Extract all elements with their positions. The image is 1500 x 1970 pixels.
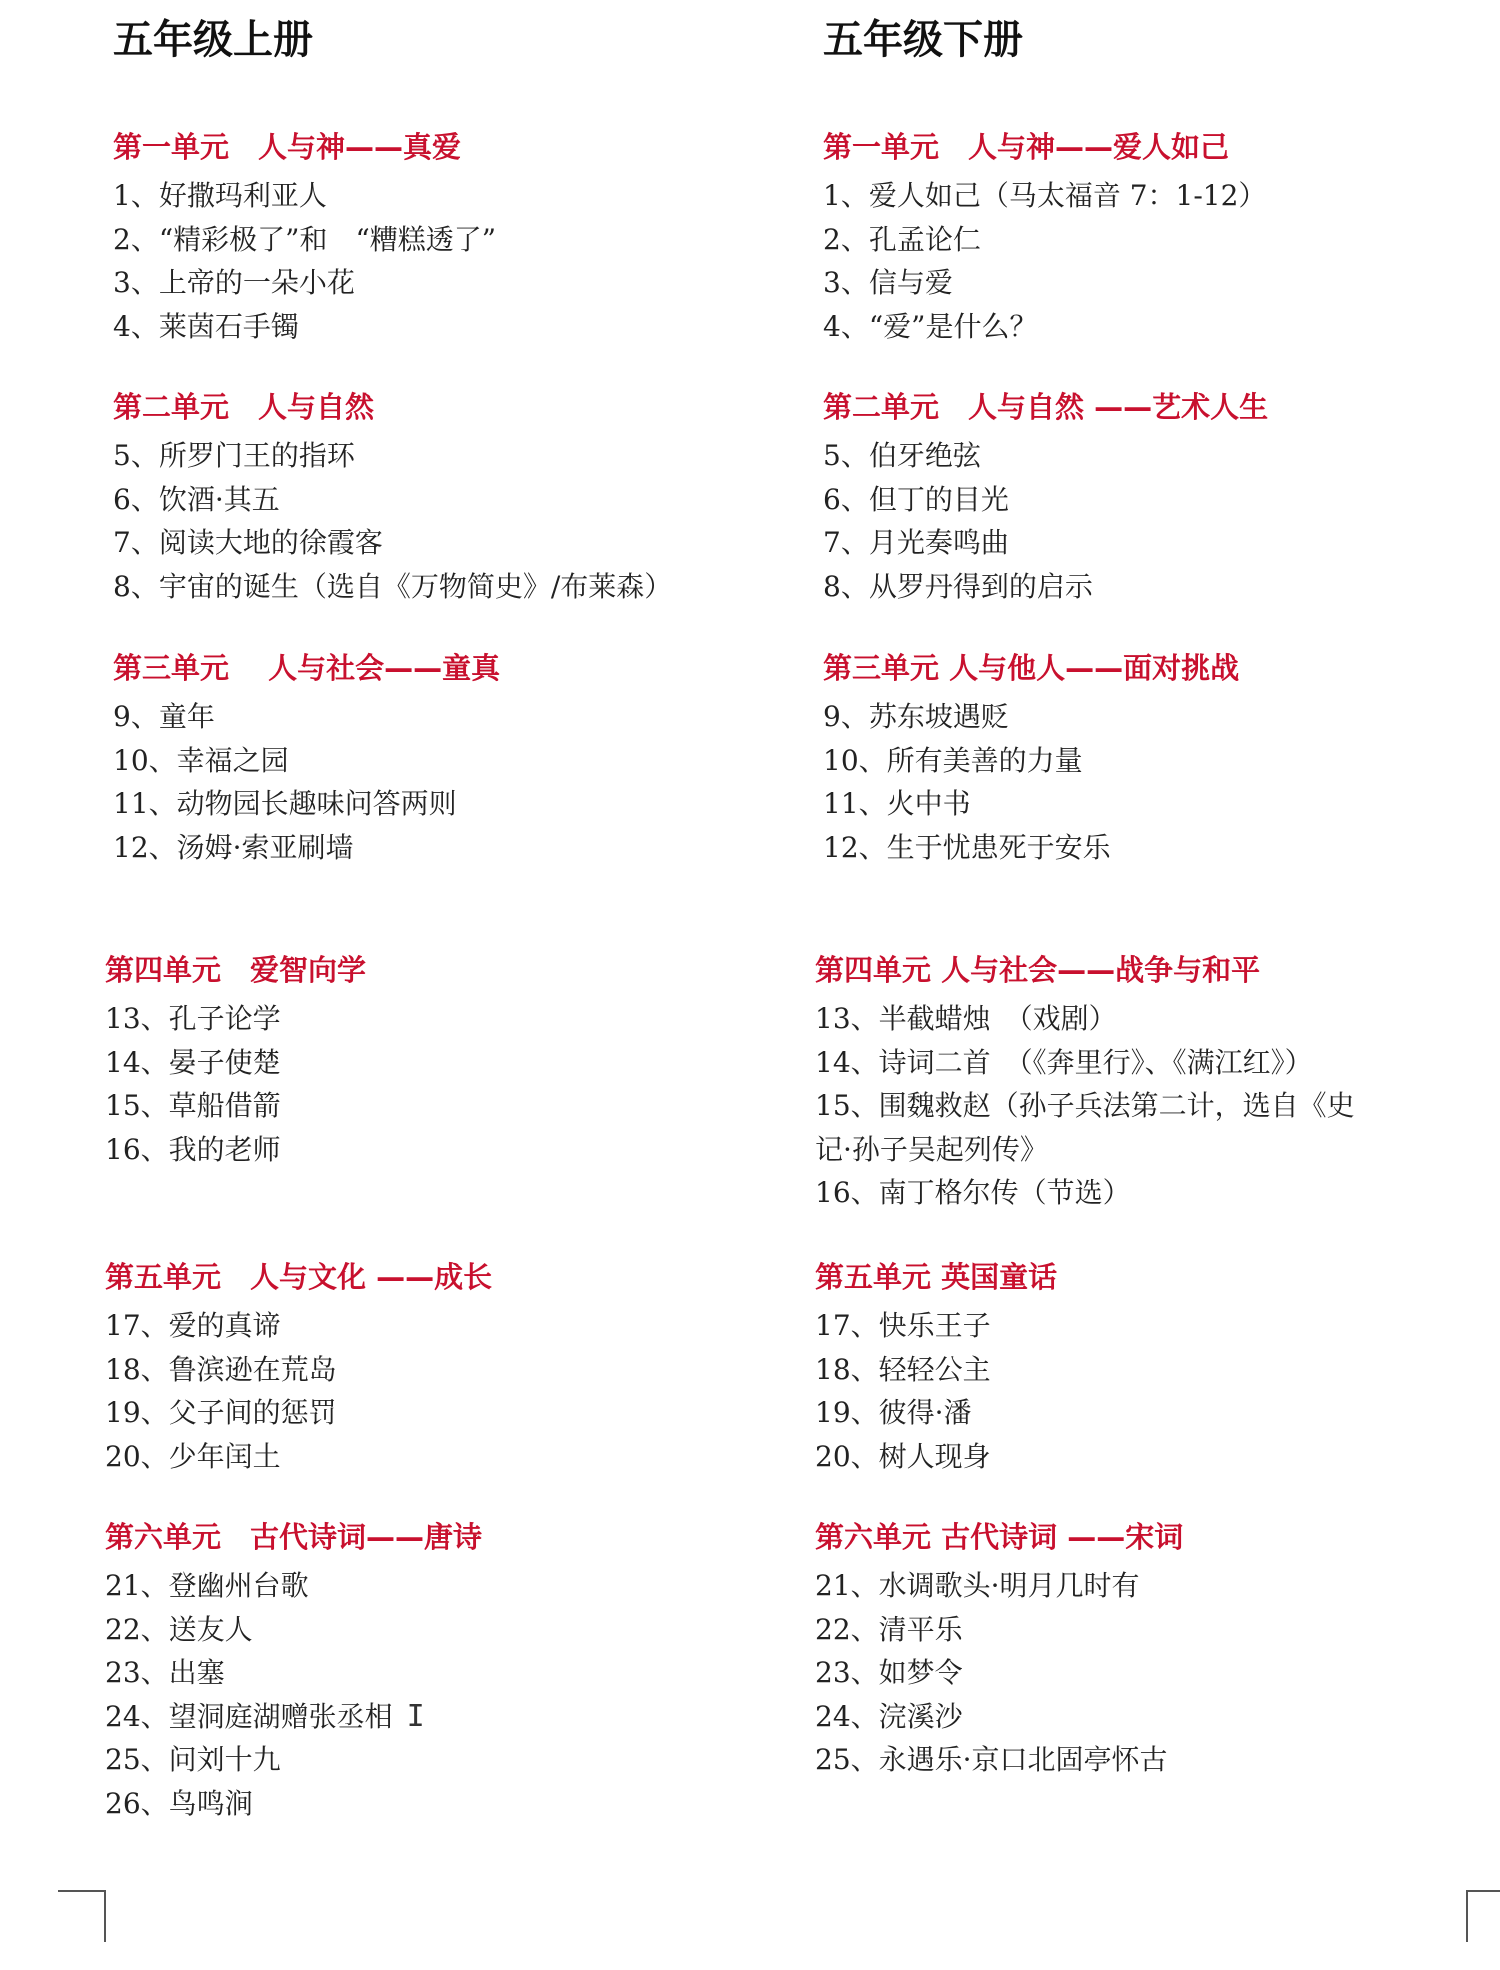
lesson-item: 4、“爱”是什么？ (823, 309, 1038, 343)
lesson-item: 15、围魏救赵（孙子兵法第二计，选自《史 (815, 1089, 1355, 1122)
left-unit-6 (105, 1520, 482, 1825)
text-cursor-icon: I (406, 1698, 425, 1734)
right-unit-4 (815, 953, 1355, 1215)
lesson-item: 23、如梦令 (815, 1656, 963, 1689)
right-unit-3 (823, 651, 1239, 869)
lesson-item: 6、但丁的目光 (823, 482, 1009, 516)
lesson-item: 1、好撒玛利亚人 (113, 179, 327, 212)
lesson-item: 9、苏东坡遇贬 (823, 700, 1009, 733)
lesson-item: 3、信与爱 (823, 266, 953, 299)
lesson-item: 3、上帝的一朵小花 (113, 266, 355, 299)
lesson-item: 17、爱的真谛 (105, 1309, 281, 1342)
lesson-item: 13、孔子论学 (105, 1002, 281, 1035)
lesson-item: 8、从罗丹得到的启示 (823, 569, 1093, 603)
lesson-item: 11、火中书 (823, 787, 971, 820)
lesson-item: 16、我的老师 (105, 1132, 281, 1166)
lesson-item: 12、生于忧患死于安乐 (823, 830, 1111, 864)
lesson-item: 记·孙子吴起列传》 (815, 1132, 1048, 1166)
lesson-item: 13、半截蜡烛 （戏剧） (815, 1002, 1117, 1035)
right-column-title: 五年级下册 (823, 17, 1023, 63)
left-unit-1 (113, 130, 496, 348)
unit-title: 第四单元 爱智向学 (105, 953, 367, 987)
lesson-item: 14、诗词二首 （《奔里行》、《满江红》） (815, 1045, 1313, 1079)
unit-title: 第五单元 人与文化 ——成长 (105, 1260, 493, 1294)
right-unit-1 (823, 130, 1266, 348)
lesson-item (105, 1695, 482, 1739)
page-corner-mark-left (58, 1890, 106, 1942)
left-unit-2 (113, 390, 672, 608)
left-unit-4 (105, 953, 366, 1171)
left-unit-3 (113, 651, 500, 869)
lesson-item: 22、送友人 (105, 1612, 253, 1646)
unit-title: 第四单元 人与社会——战争与和平 (815, 953, 1261, 987)
lesson-item: 8、宇宙的诞生（选自《万物简史》/布莱森） (113, 569, 673, 603)
lesson-item: 7、月光奏鸣曲 (823, 526, 1009, 559)
lesson-item: 19、彼得·潘 (815, 1396, 972, 1429)
lesson-item: 18、鲁滨逊在荒岛 (105, 1352, 337, 1386)
lesson-item: 17、快乐王子 (815, 1309, 991, 1342)
lesson-item: 18、轻轻公主 (815, 1352, 991, 1386)
right-unit-5 (815, 1260, 1057, 1478)
lesson-item: 5、伯牙绝弦 (823, 439, 981, 472)
lesson-item: 7、阅读大地的徐霞客 (113, 526, 383, 559)
left-column-title: 五年级上册 (113, 17, 313, 63)
lesson-item: 22、清平乐 (815, 1612, 963, 1646)
right-unit-2 (823, 390, 1268, 608)
page-corner-mark-right (1466, 1890, 1500, 1942)
unit-title: 第三单元 人与他人——面对挑战 (823, 651, 1240, 685)
lesson-item: 9、童年 (113, 700, 215, 733)
lesson-item: 24、浣溪沙 (815, 1699, 963, 1733)
lesson-item: 10、幸福之园 (113, 743, 289, 777)
unit-title: 第二单元 人与自然 (113, 390, 375, 424)
unit-title: 第一单元 人与神——爱人如己 (823, 130, 1230, 164)
lesson-item: 15、草船借箭 (105, 1089, 281, 1122)
lesson-item: 12、汤姆·索亚刷墙 (113, 830, 354, 864)
lesson-item: 6、饮酒·其五 (113, 482, 280, 516)
lesson-item: 25、永遇乐·京口北固亭怀古 (815, 1743, 1168, 1776)
lesson-item: 2、“精彩极了”和 “糟糕透了” (113, 222, 497, 256)
lesson-item: 21、登幽州台歌 (105, 1569, 309, 1602)
lesson-item: 26、鸟鸣涧 (105, 1786, 253, 1820)
lesson-item: 23、出塞 (105, 1656, 225, 1689)
lesson-item: 20、树人现身 (815, 1439, 991, 1473)
unit-title: 第六单元 古代诗词 ——宋词 (815, 1520, 1184, 1554)
lesson-item: 11、动物园长趣味问答两则 (113, 787, 457, 820)
lesson-item: 21、水调歌头·明月几时有 (815, 1569, 1140, 1602)
lesson-item: 20、少年闰土 (105, 1439, 281, 1473)
unit-title: 第三单元 人与社会——童真 (113, 651, 501, 685)
left-unit-5 (105, 1260, 492, 1478)
unit-title: 第二单元 人与自然 ——艺术人生 (823, 390, 1269, 424)
lesson-item: 4、莱茵石手镯 (113, 309, 299, 343)
lesson-item: 25、问刘十九 (105, 1743, 281, 1776)
lesson-item: 10、所有美善的力量 (823, 743, 1083, 777)
lesson-item: 16、南丁格尔传（节选） (815, 1176, 1131, 1209)
lesson-text: 24、望洞庭湖赠张丞相 (105, 1699, 393, 1733)
unit-title: 第六单元 古代诗词——唐诗 (105, 1520, 483, 1554)
lesson-item: 2、孔孟论仁 (823, 222, 981, 256)
lesson-item: 1、爱人如己（马太福音 7：1-12） (823, 179, 1267, 212)
unit-title: 第一单元 人与神——真爱 (113, 130, 462, 164)
lesson-item: 14、晏子使楚 (105, 1045, 281, 1079)
lesson-item: 5、所罗门王的指环 (113, 439, 355, 472)
unit-title: 第五单元 英国童话 (815, 1260, 1058, 1294)
lesson-item: 19、父子间的惩罚 (105, 1396, 337, 1429)
right-unit-6 (815, 1520, 1183, 1782)
